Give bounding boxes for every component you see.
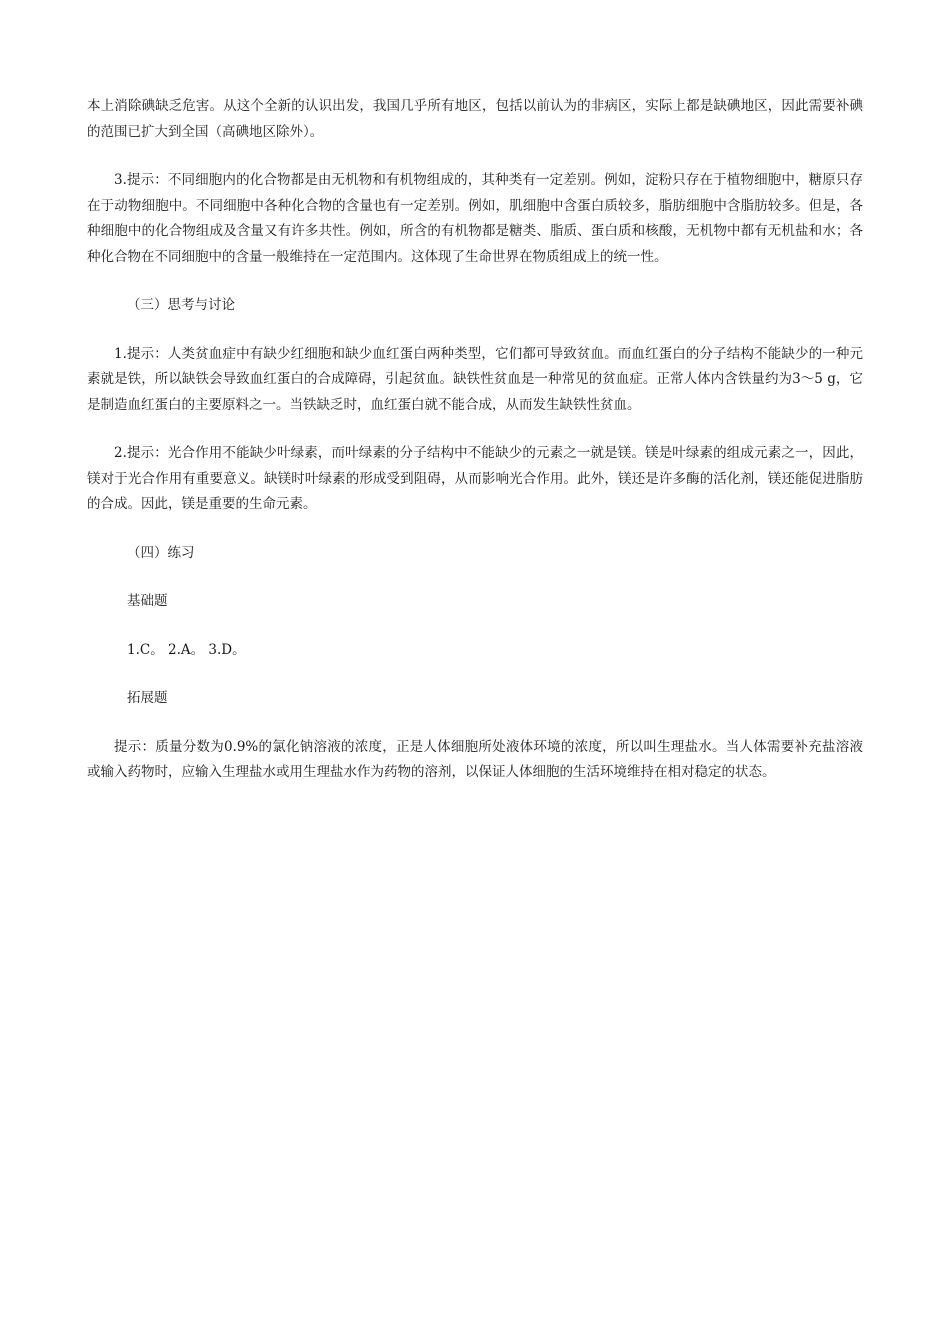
paragraph-extension-hint: 提示：质量分数为0.9%的氯化钠溶液的浓度，正是人体细胞所处液体环境的浓度，所以叫生理盐水。当人体需要补充盐溶液或输入药物时，应输入生理盐水或用生理盐水作为药物的溶剂，以保证人体细胞的生活环境维持在相对稳定的状态。 xyxy=(87,738,863,780)
paragraph-iodine-continued: 本上消除碘缺乏危害。从这个全新的认识出发，我国几乎所有地区，包括以前认为的非病区，实际上都是缺碘地区，因此需要补碘的范围已扩大到全国（高碘地区除外）。 xyxy=(87,98,863,140)
paragraph-discussion-1: 1.提示：人类贫血症中有缺少红细胞和缺少血红蛋白两种类型，它们都可导致贫血。而血红蛋白的分子结构不能缺少的一种元素就是铁，所以缺铁会导致血红蛋白的合成障碍，引起贫血。缺铁性贫血是一种常见的贫血症。正常人体内含铁量约为3～5 g，它是制造血红蛋白的主要原料之一。当铁缺乏时，血红蛋白就不能合成，从而发生缺铁性贫血。 xyxy=(87,345,863,413)
subheading-extension: 拓展题 xyxy=(127,690,168,706)
subheading-basic: 基础题 xyxy=(127,593,168,609)
document-body xyxy=(87,94,863,809)
paragraph-discussion-2: 2.提示：光合作用不能缺少叶绿素，而叶绿素的分子结构中不能缺少的元素之一就是镁。镁是叶绿素的组成元素之一，因此，镁对于光合作用有重要意义。缺镁时叶绿素的形成受到阻碍，从而影响光合作用。此外，镁还是许多酶的活化剂，镁还能促进脂肪的合成。因此，镁是重要的生命元素。 xyxy=(87,445,863,512)
section-heading-discussion: （三）思考与讨论 xyxy=(127,297,235,313)
paragraph-hint-3: 3.提示：不同细胞内的化合物都是由无机物和有机物组成的，其种类有一定差别。例如，淀粉只存在于植物细胞中，糖原只存在于动物细胞中。不同细胞中各种化合物的含量也有一定差别。例如，肌细胞中含蛋白质较多，脂肪细胞中含脂肪较多。但是，各种细胞中的化合物组成及含量又有许多共性。例如，所含的有机物都是糖类、脂质、蛋白质和核酸，无机物中都有无机盐和水；各种化合物在不同细胞中的含量一般维持在一定范围内。这体现了生命世界在物质组成上的统一性。 xyxy=(87,172,863,265)
section-heading-exercises: （四）练习 xyxy=(127,544,195,561)
basic-answers: 1.C。 2.A。 3.D。 xyxy=(127,641,246,658)
